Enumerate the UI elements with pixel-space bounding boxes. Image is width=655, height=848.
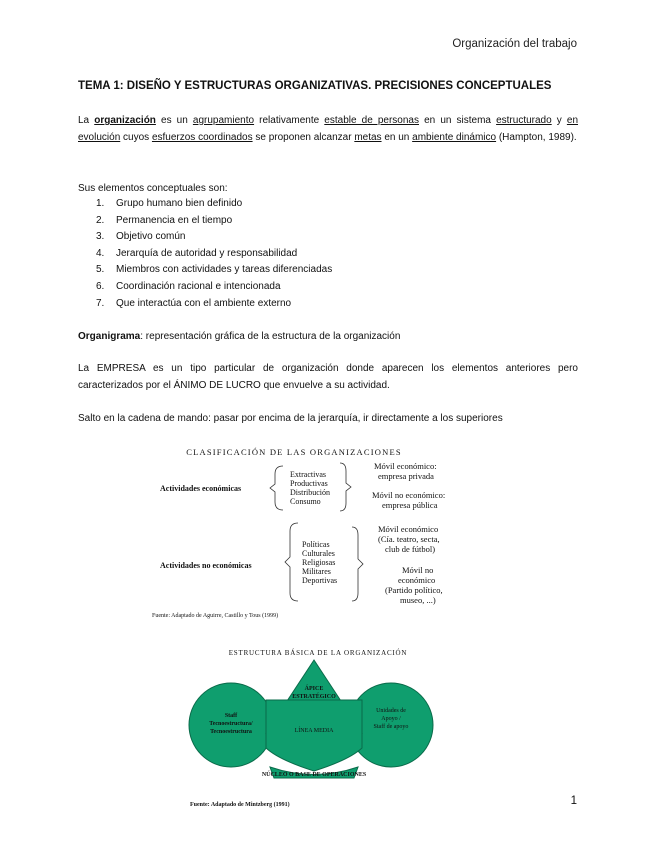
noneconomic-motive: museo, ...) [400,595,436,605]
economic-label: Actividades económicas [160,484,242,493]
noneconomic-item: Religiosas [302,558,336,567]
item-number: 2. [96,214,105,226]
text: relativamente [254,115,325,126]
noneconomic-motive: (Cía. teatro, secta, [378,534,440,544]
text: se proponen alcanzar [252,132,355,143]
term-estable: estable de personas [324,115,419,126]
economic-item: Consumo [290,497,321,506]
economic-motive: empresa privada [378,471,434,481]
middle-line-label: LÍNEA MEDIA [294,728,334,734]
economic-motive-brace [340,463,351,511]
left-label: Staff [224,713,238,719]
item-number: 6. [96,280,105,292]
term-agrupamiento: agrupamiento [192,115,255,126]
item-number: 7. [96,297,105,309]
classification-title: CLASIFICACIÓN DE LAS ORGANIZACIONES [186,447,402,457]
noneconomic-item: Políticas [302,540,330,549]
structure-diagram [189,649,433,808]
item-text: Jerarquía de autoridad y responsabilidad [116,247,298,259]
apex-label: ESTRATÉGICO [292,694,336,700]
noneconomic-motive: económico [398,575,436,585]
item-text: Coordinación racional e intencionada [116,280,281,292]
noneconomic-brace [285,523,298,601]
classification-source: Fuente: Adaptado de Aguirre, Castillo y Tous (1999) [152,613,279,619]
noneconomic-motive-brace [352,527,363,601]
empresa-paragraph: La EMPRESA es un tipo particular de organización donde aparecen los elementos anteriores pero caracterizados por el ÁNIMO DE LUCRO que envuelve a su actividad. [78,363,578,391]
noneconomic-label: Actividades no económicas [160,561,252,570]
economic-item: Productivas [290,479,328,488]
item-text: Que interactúa con el ambiente externo [116,297,292,309]
noneconomic-item: Culturales [302,549,335,558]
term-organizacion: organización [94,115,156,126]
term-metas: metas [354,132,382,143]
economic-motive: Móvil económico: [374,461,437,471]
item-number: 4. [96,247,105,259]
text: : representación gráfica de la estructura de la organización [140,331,401,342]
page-number: 1 [570,795,577,807]
text: (Hampton, 1989). [496,132,577,143]
economic-motive: empresa pública [382,500,438,510]
economic-motive: Móvil no económico: [372,490,446,500]
term-evolucion: en evolución [78,115,579,143]
item-number: 5. [96,264,105,276]
term-estructurado: estructurado [496,115,552,126]
noneconomic-motive: Móvil económico [378,524,439,534]
text: es un [155,115,193,126]
section-title: TEMA 1: DISEÑO Y ESTRUCTURAS ORGANIZATIVAS. PRECISIONES CONCEPTUALES [78,80,552,92]
term-ambiente: ambiente dinámico [412,132,497,143]
item-text: Permanencia en el tiempo [116,214,233,226]
noneconomic-motive: Móvil no [402,565,434,575]
text: en un sistema [419,115,497,126]
noneconomic-motive: (Partido político, [385,585,443,595]
apex-label: ÁPICE [304,686,324,692]
structure-source: Fuente: Adaptado de Mintzberg (1991) [190,802,290,808]
running-header: Organización del trabajo [452,38,577,50]
right-label: Unidades de [376,708,406,714]
left-label: Tecnoestructura [210,729,252,735]
item-number: 3. [96,231,105,243]
noneconomic-item: Deportivas [302,576,338,585]
text: cuyos [120,132,152,143]
right-label: Apoyo / [381,716,401,722]
right-label: Staff de apoyo [373,724,409,730]
elements-intro: Sus elementos conceptuales son: [78,183,228,194]
term-esfuerzos: esfuerzos coordinados [151,132,253,143]
term-organigrama: Organigrama [78,331,141,342]
item-number: 1. [96,198,105,209]
item-text: Miembros con actividades y tareas diferenciadas [116,264,333,276]
economic-brace [270,466,283,510]
text: y [551,115,567,126]
text: en un [381,132,413,143]
left-label: Tecnoestructura/ [209,721,253,727]
economic-item: Distribución [290,488,330,497]
structure-title: ESTRUCTURA BÁSICA DE LA ORGANIZACIÓN [228,649,408,657]
noneconomic-motive: club de fútbol) [385,544,436,554]
noneconomic-item: Militares [302,567,331,576]
salto-paragraph: Salto en la cadena de mando: pasar por encima de la jerarquía, ir directamente a los superiores [78,413,503,424]
text: La [78,115,95,126]
item-text: Objetivo común [116,231,186,243]
base-label: NÚCLEO O BASE DE OPERACIONES [261,772,367,778]
middle-line-area [266,700,362,771]
economic-item: Extractivas [290,470,326,479]
item-text: Grupo humano bien definido [116,198,243,209]
